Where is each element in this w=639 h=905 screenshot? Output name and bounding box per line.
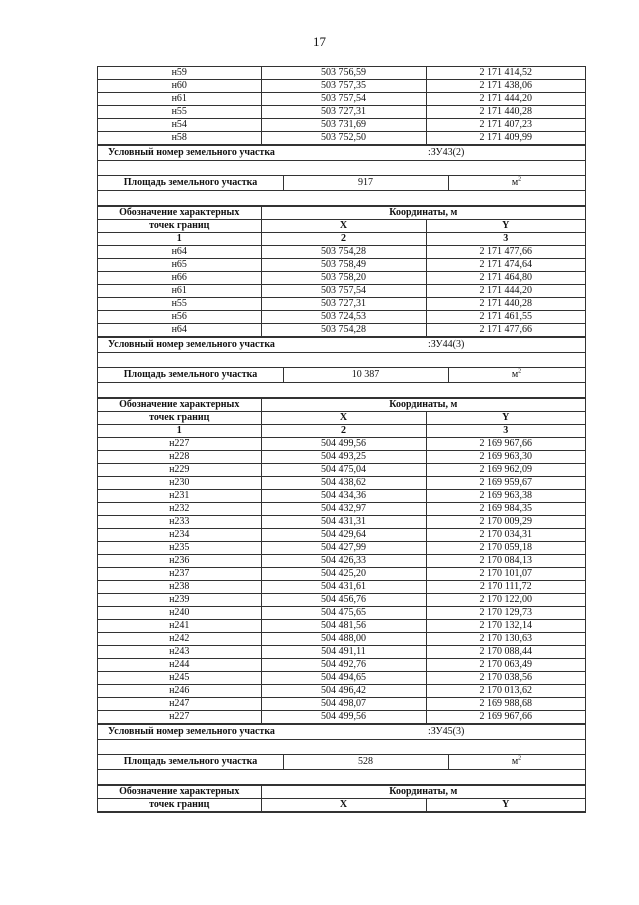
table-row [98,490,585,503]
coord-x: 504 427,99 [261,542,426,555]
coord-x: 504 426,33 [261,555,426,568]
header-row [98,399,585,412]
coord-x: 503 758,20 [261,272,426,285]
point-designation: н64 [98,324,261,337]
coord-x: 504 431,31 [261,516,426,529]
point-designation: н236 [98,555,261,568]
coord-x: 503 754,28 [261,246,426,259]
table-row [98,272,585,285]
coord-x: 504 475,65 [261,607,426,620]
header-row [98,786,585,799]
conditional-number-value: :ЗУ43(2) [428,147,465,158]
point-designation: н230 [98,477,261,490]
designation-header: Обозначение характерных [98,207,261,220]
coordinates-header: Координаты, м [261,399,585,412]
spacer-row [98,353,585,368]
parcel-coordinates-table [98,398,585,724]
point-designation: н237 [98,568,261,581]
conditional-number-value: :ЗУ44(3) [428,339,465,350]
coord-y: 2 170 013,62 [426,685,585,698]
header-row [98,412,585,425]
coord-x: 504 481,56 [261,620,426,633]
point-designation: н245 [98,672,261,685]
table-row [98,542,585,555]
table-row [98,67,585,80]
area-row [98,755,585,770]
point-designation: н61 [98,285,261,298]
coord-y: 2 171 477,66 [426,324,585,337]
conditional-number-row [98,338,585,353]
table-row [98,246,585,259]
point-designation: н227 [98,438,261,451]
table-row [98,529,585,542]
table-row [98,555,585,568]
coord-y: 2 170 130,63 [426,633,585,646]
coord-y: 2 169 967,66 [426,438,585,451]
point-designation: н229 [98,464,261,477]
spacer-row [98,161,585,176]
page-number: 17 [313,34,326,49]
coord-x: 503 758,49 [261,259,426,272]
area-label: Площадь земельного участка [98,176,284,190]
column-number: 1 [98,233,261,246]
top-rows-table [98,67,585,145]
coord-y: 2 171 438,06 [426,80,585,93]
coord-y: 2 171 407,23 [426,119,585,132]
parcel-coordinates-block [98,206,585,338]
point-designation: н234 [98,529,261,542]
coord-y: 2 170 088,44 [426,646,585,659]
coord-x: 504 496,42 [261,685,426,698]
coord-y: 2 171 414,52 [426,67,585,80]
coord-x: 504 434,36 [261,490,426,503]
column-number: 3 [426,233,585,246]
coord-x: 503 757,54 [261,93,426,106]
designation-header: Обозначение характерных [98,399,261,412]
table-row [98,119,585,132]
column-number-row [98,425,585,438]
coord-x: 504 425,20 [261,568,426,581]
point-designation: н231 [98,490,261,503]
coord-x: 503 756,59 [261,67,426,80]
table-row [98,464,585,477]
coord-y: 2 171 461,55 [426,311,585,324]
coord-y: 2 171 464,80 [426,272,585,285]
coord-y: 2 169 963,30 [426,451,585,464]
column-number: 2 [261,425,426,438]
column-number: 2 [261,233,426,246]
conditional-number-row [98,725,585,740]
parcel-coordinates-table [98,785,585,812]
coord-y: 2 169 988,68 [426,698,585,711]
coord-y: 2 170 034,31 [426,529,585,542]
point-designation: н240 [98,607,261,620]
coord-y: 2 170 122,00 [426,594,585,607]
coordinates-header: Координаты, м [261,207,585,220]
coord-y: 2 171 477,66 [426,246,585,259]
coord-y: 2 169 962,09 [426,464,585,477]
table-row [98,685,585,698]
table-row [98,106,585,119]
point-designation: н244 [98,659,261,672]
table-row [98,438,585,451]
coord-y: 2 171 440,28 [426,298,585,311]
coord-x: 503 731,69 [261,119,426,132]
table-row [98,633,585,646]
spacer-row [98,191,585,206]
conditional-number-label: Условный номер земельного участка [108,726,275,737]
coord-y: 2 169 963,38 [426,490,585,503]
table-row [98,711,585,724]
coord-y: 2 170 084,13 [426,555,585,568]
table-row [98,646,585,659]
y-header: Y [426,412,585,425]
coord-x: 504 499,56 [261,438,426,451]
table-row [98,80,585,93]
coord-x: 503 757,35 [261,80,426,93]
designation-header: точек границ [98,412,261,425]
coord-x: 504 438,62 [261,477,426,490]
area-row [98,176,585,191]
header-row [98,207,585,220]
header-row [98,799,585,812]
table-row [98,259,585,272]
y-header: Y [426,220,585,233]
area-row [98,368,585,383]
designation-header: точек границ [98,799,261,812]
table-row [98,311,585,324]
table-row [98,568,585,581]
parcel-coordinates-block [98,398,585,725]
point-designation: н61 [98,93,261,106]
spacer-row [98,383,585,398]
coord-x: 504 456,76 [261,594,426,607]
designation-header: точек границ [98,220,261,233]
area-unit: $м^2$ [511,755,522,767]
table-row [98,698,585,711]
header-row [98,220,585,233]
column-number: 3 [426,425,585,438]
coord-y: 2 170 129,73 [426,607,585,620]
point-designation: н233 [98,516,261,529]
point-designation: н232 [98,503,261,516]
point-designation: н64 [98,246,261,259]
x-header: X [261,799,426,812]
table-row [98,620,585,633]
coord-x: 503 757,54 [261,285,426,298]
x-header: X [261,220,426,233]
table-row [98,594,585,607]
point-designation: н238 [98,581,261,594]
coord-x: 504 491,11 [261,646,426,659]
point-designation: н59 [98,67,261,80]
table-row [98,503,585,516]
coord-x: 503 724,53 [261,311,426,324]
coord-x: 503 727,31 [261,106,426,119]
y-header: Y [426,799,585,812]
coord-y: 2 171 440,28 [426,106,585,119]
table-row [98,659,585,672]
coord-y: 2 170 059,18 [426,542,585,555]
area-unit: $м^2$ [511,368,522,380]
table-row [98,581,585,594]
coord-y: 2 171 409,99 [426,132,585,145]
point-designation: н55 [98,106,261,119]
coordinates-sheet [97,66,586,813]
coord-x: 504 431,61 [261,581,426,594]
table-row [98,132,585,145]
coord-y: 2 171 444,20 [426,93,585,106]
point-designation: н60 [98,80,261,93]
table-row [98,516,585,529]
coord-y: 2 170 132,14 [426,620,585,633]
table-row [98,298,585,311]
coord-x: 504 494,65 [261,672,426,685]
coord-x: 504 429,64 [261,529,426,542]
coord-y: 2 171 444,20 [426,285,585,298]
designation-header: Обозначение характерных [98,786,261,799]
point-designation: н54 [98,119,261,132]
spacer-row [98,770,585,785]
area-value: 528 [283,755,449,769]
point-designation: н55 [98,298,261,311]
column-number: 1 [98,425,261,438]
point-designation: н228 [98,451,261,464]
coord-y: 2 169 984,35 [426,503,585,516]
point-designation: н241 [98,620,261,633]
coord-y: 2 169 967,66 [426,711,585,724]
point-designation: н58 [98,132,261,145]
spacer-row [98,740,585,755]
point-designation: н246 [98,685,261,698]
table-row [98,477,585,490]
point-designation: н56 [98,311,261,324]
coord-x: 503 754,28 [261,324,426,337]
table-row [98,607,585,620]
coord-x: 504 493,25 [261,451,426,464]
area-label: Площадь земельного участка [98,755,284,769]
coord-y: 2 170 101,07 [426,568,585,581]
coord-x: 504 492,76 [261,659,426,672]
coord-y: 2 169 959,67 [426,477,585,490]
area-value: 917 [283,176,449,190]
top-rows-block [98,67,585,146]
point-designation: н239 [98,594,261,607]
conditional-number-value: :ЗУ45(3) [428,726,465,737]
point-designation: н247 [98,698,261,711]
table-row [98,285,585,298]
coord-x: 504 488,00 [261,633,426,646]
coord-y: 2 171 474,64 [426,259,585,272]
parcel-coordinates-table [98,206,585,337]
point-designation: н227 [98,711,261,724]
coord-x: 504 432,97 [261,503,426,516]
conditional-number-row [98,146,585,161]
table-row [98,672,585,685]
parcel-coordinates-block [98,785,585,813]
coord-x: 503 752,50 [261,132,426,145]
coord-y: 2 170 111,72 [426,581,585,594]
conditional-number-label: Условный номер земельного участка [108,339,275,350]
x-header: X [261,412,426,425]
coord-y: 2 170 009,29 [426,516,585,529]
coord-y: 2 170 038,56 [426,672,585,685]
coord-x: 504 499,56 [261,711,426,724]
coord-x: 504 498,07 [261,698,426,711]
point-designation: н235 [98,542,261,555]
area-unit: $м^2$ [511,176,522,188]
coord-y: 2 170 063,49 [426,659,585,672]
area-value: 10 387 [283,368,449,382]
table-row [98,93,585,106]
column-number-row [98,233,585,246]
table-row [98,451,585,464]
point-designation: н65 [98,259,261,272]
point-designation: н243 [98,646,261,659]
coordinates-header: Координаты, м [261,786,585,799]
point-designation: н242 [98,633,261,646]
point-designation: н66 [98,272,261,285]
coord-x: 504 475,04 [261,464,426,477]
area-label: Площадь земельного участка [98,368,284,382]
coord-x: 503 727,31 [261,298,426,311]
conditional-number-label: Условный номер земельного участка [108,147,275,158]
table-row [98,324,585,337]
